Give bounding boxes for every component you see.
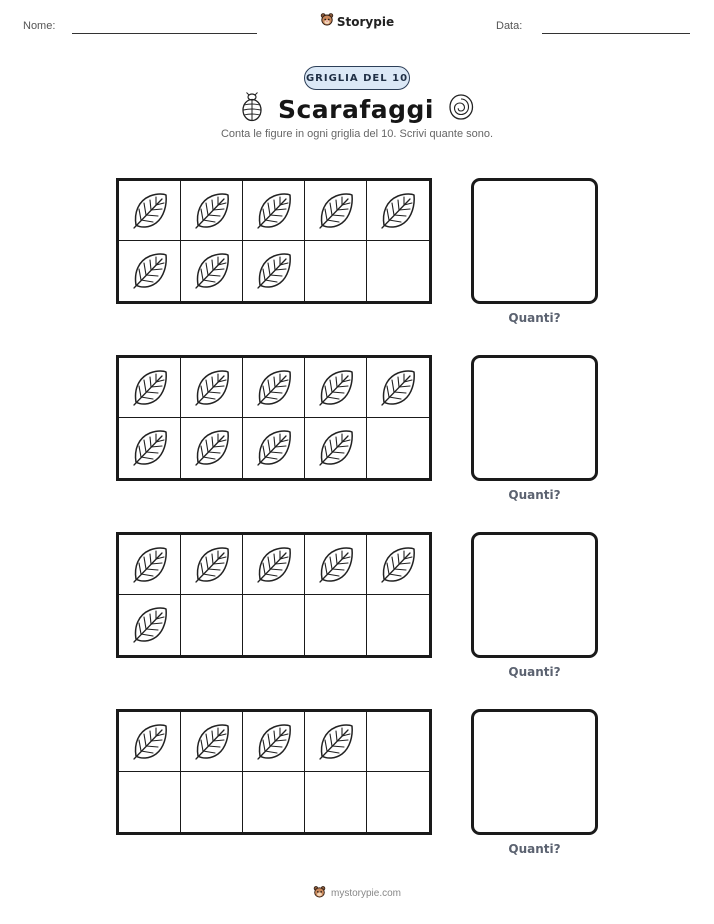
ten-frame-cell xyxy=(181,241,243,301)
answer-box-2[interactable] xyxy=(471,355,598,481)
page-title: Scarafaggi xyxy=(277,94,434,124)
ten-frame-cell xyxy=(243,418,305,478)
leaf-icon xyxy=(378,545,418,585)
leaf-icon xyxy=(378,368,418,408)
ten-frame-1 xyxy=(116,178,432,304)
answer-label-1: Quanti? xyxy=(508,311,561,325)
name-line xyxy=(72,33,257,34)
leaf-icon xyxy=(378,191,418,231)
beetle-icon xyxy=(240,92,264,126)
brand-name: Storypie xyxy=(336,14,395,29)
leaf-icon xyxy=(316,191,356,231)
ten-frame-4 xyxy=(116,709,432,835)
ten-frame-cell xyxy=(181,418,243,478)
ten-frame-cell xyxy=(367,358,429,418)
leaf-icon xyxy=(254,722,294,762)
ten-frame-cell xyxy=(367,241,429,301)
leaf-icon xyxy=(254,368,294,408)
ten-frame-cell xyxy=(181,595,243,655)
answer-box-4[interactable] xyxy=(471,709,598,835)
ten-frame-cell xyxy=(367,181,429,241)
ten-frame-cell xyxy=(119,181,181,241)
ten-frame-cell xyxy=(181,358,243,418)
ten-frame-cell xyxy=(243,535,305,595)
ten-frame-cell xyxy=(243,712,305,772)
ten-frame-cell xyxy=(243,772,305,832)
ten-frame-cell xyxy=(305,535,367,595)
date-line xyxy=(542,33,690,34)
leaf-icon xyxy=(130,251,170,291)
ten-frame-cell xyxy=(181,712,243,772)
ten-frame-cell xyxy=(119,241,181,301)
leaf-icon xyxy=(254,545,294,585)
footer-url: mystorypie.com xyxy=(330,888,401,899)
leaf-icon xyxy=(192,722,232,762)
name-label: Nome: xyxy=(23,20,56,32)
leaf-icon xyxy=(130,545,170,585)
leaf-icon xyxy=(192,251,232,291)
leaf-icon xyxy=(254,428,294,468)
ten-frame-cell xyxy=(119,358,181,418)
storypie-mascot-icon xyxy=(320,12,334,31)
ten-frame-cell xyxy=(181,181,243,241)
ten-frame-cell xyxy=(119,535,181,595)
ten-frame-cell xyxy=(367,418,429,478)
ten-frame-cell xyxy=(305,595,367,655)
leaf-icon xyxy=(192,545,232,585)
ten-frame-cell xyxy=(305,241,367,301)
leaf-icon xyxy=(254,191,294,231)
snail-shell-icon xyxy=(448,93,474,125)
brand-logo xyxy=(0,12,714,31)
answer-label-2: Quanti? xyxy=(508,488,561,502)
ten-frame-cell xyxy=(181,772,243,832)
ten-frame-2 xyxy=(116,355,432,481)
answer-box-3[interactable] xyxy=(471,532,598,658)
ten-frame-cell xyxy=(305,418,367,478)
ten-frame-cell xyxy=(119,712,181,772)
ten-frame-cell xyxy=(367,595,429,655)
ten-frame-cell xyxy=(243,241,305,301)
ten-frame-cell xyxy=(243,595,305,655)
ten-frame-cell xyxy=(305,772,367,832)
date-label: Data: xyxy=(496,20,523,32)
ten-frame-cell xyxy=(119,418,181,478)
leaf-icon xyxy=(130,191,170,231)
footer xyxy=(0,884,714,903)
answer-label-4: Quanti? xyxy=(508,842,561,856)
ten-frame-cell xyxy=(367,772,429,832)
ten-frame-cell xyxy=(181,535,243,595)
leaf-icon xyxy=(130,605,170,645)
answer-box-1[interactable] xyxy=(471,178,598,304)
ten-frame-cell xyxy=(305,358,367,418)
ten-frame-cell xyxy=(367,712,429,772)
leaf-icon xyxy=(316,545,356,585)
ten-frame-cell xyxy=(305,712,367,772)
leaf-icon xyxy=(130,368,170,408)
answer-label-3: Quanti? xyxy=(508,665,561,679)
title-row xyxy=(0,92,714,126)
leaf-icon xyxy=(254,251,294,291)
storypie-mascot-icon xyxy=(313,884,326,903)
leaf-icon xyxy=(316,368,356,408)
leaf-icon xyxy=(192,368,232,408)
leaf-icon xyxy=(130,722,170,762)
leaf-icon xyxy=(316,722,356,762)
instructions: Conta le figure in ogni griglia del 10. Scrivi quante sono. xyxy=(220,128,494,140)
leaf-icon xyxy=(192,191,232,231)
ten-frame-cell xyxy=(119,772,181,832)
leaf-icon xyxy=(192,428,232,468)
worksheet-badge: GRIGLIA DEL 10 xyxy=(304,66,410,90)
ten-frame-cell xyxy=(243,358,305,418)
ten-frame-cell xyxy=(243,181,305,241)
leaf-icon xyxy=(130,428,170,468)
leaf-icon xyxy=(316,428,356,468)
ten-frame-cell xyxy=(367,535,429,595)
ten-frame-cell xyxy=(119,595,181,655)
ten-frame-cell xyxy=(305,181,367,241)
ten-frame-3 xyxy=(116,532,432,658)
